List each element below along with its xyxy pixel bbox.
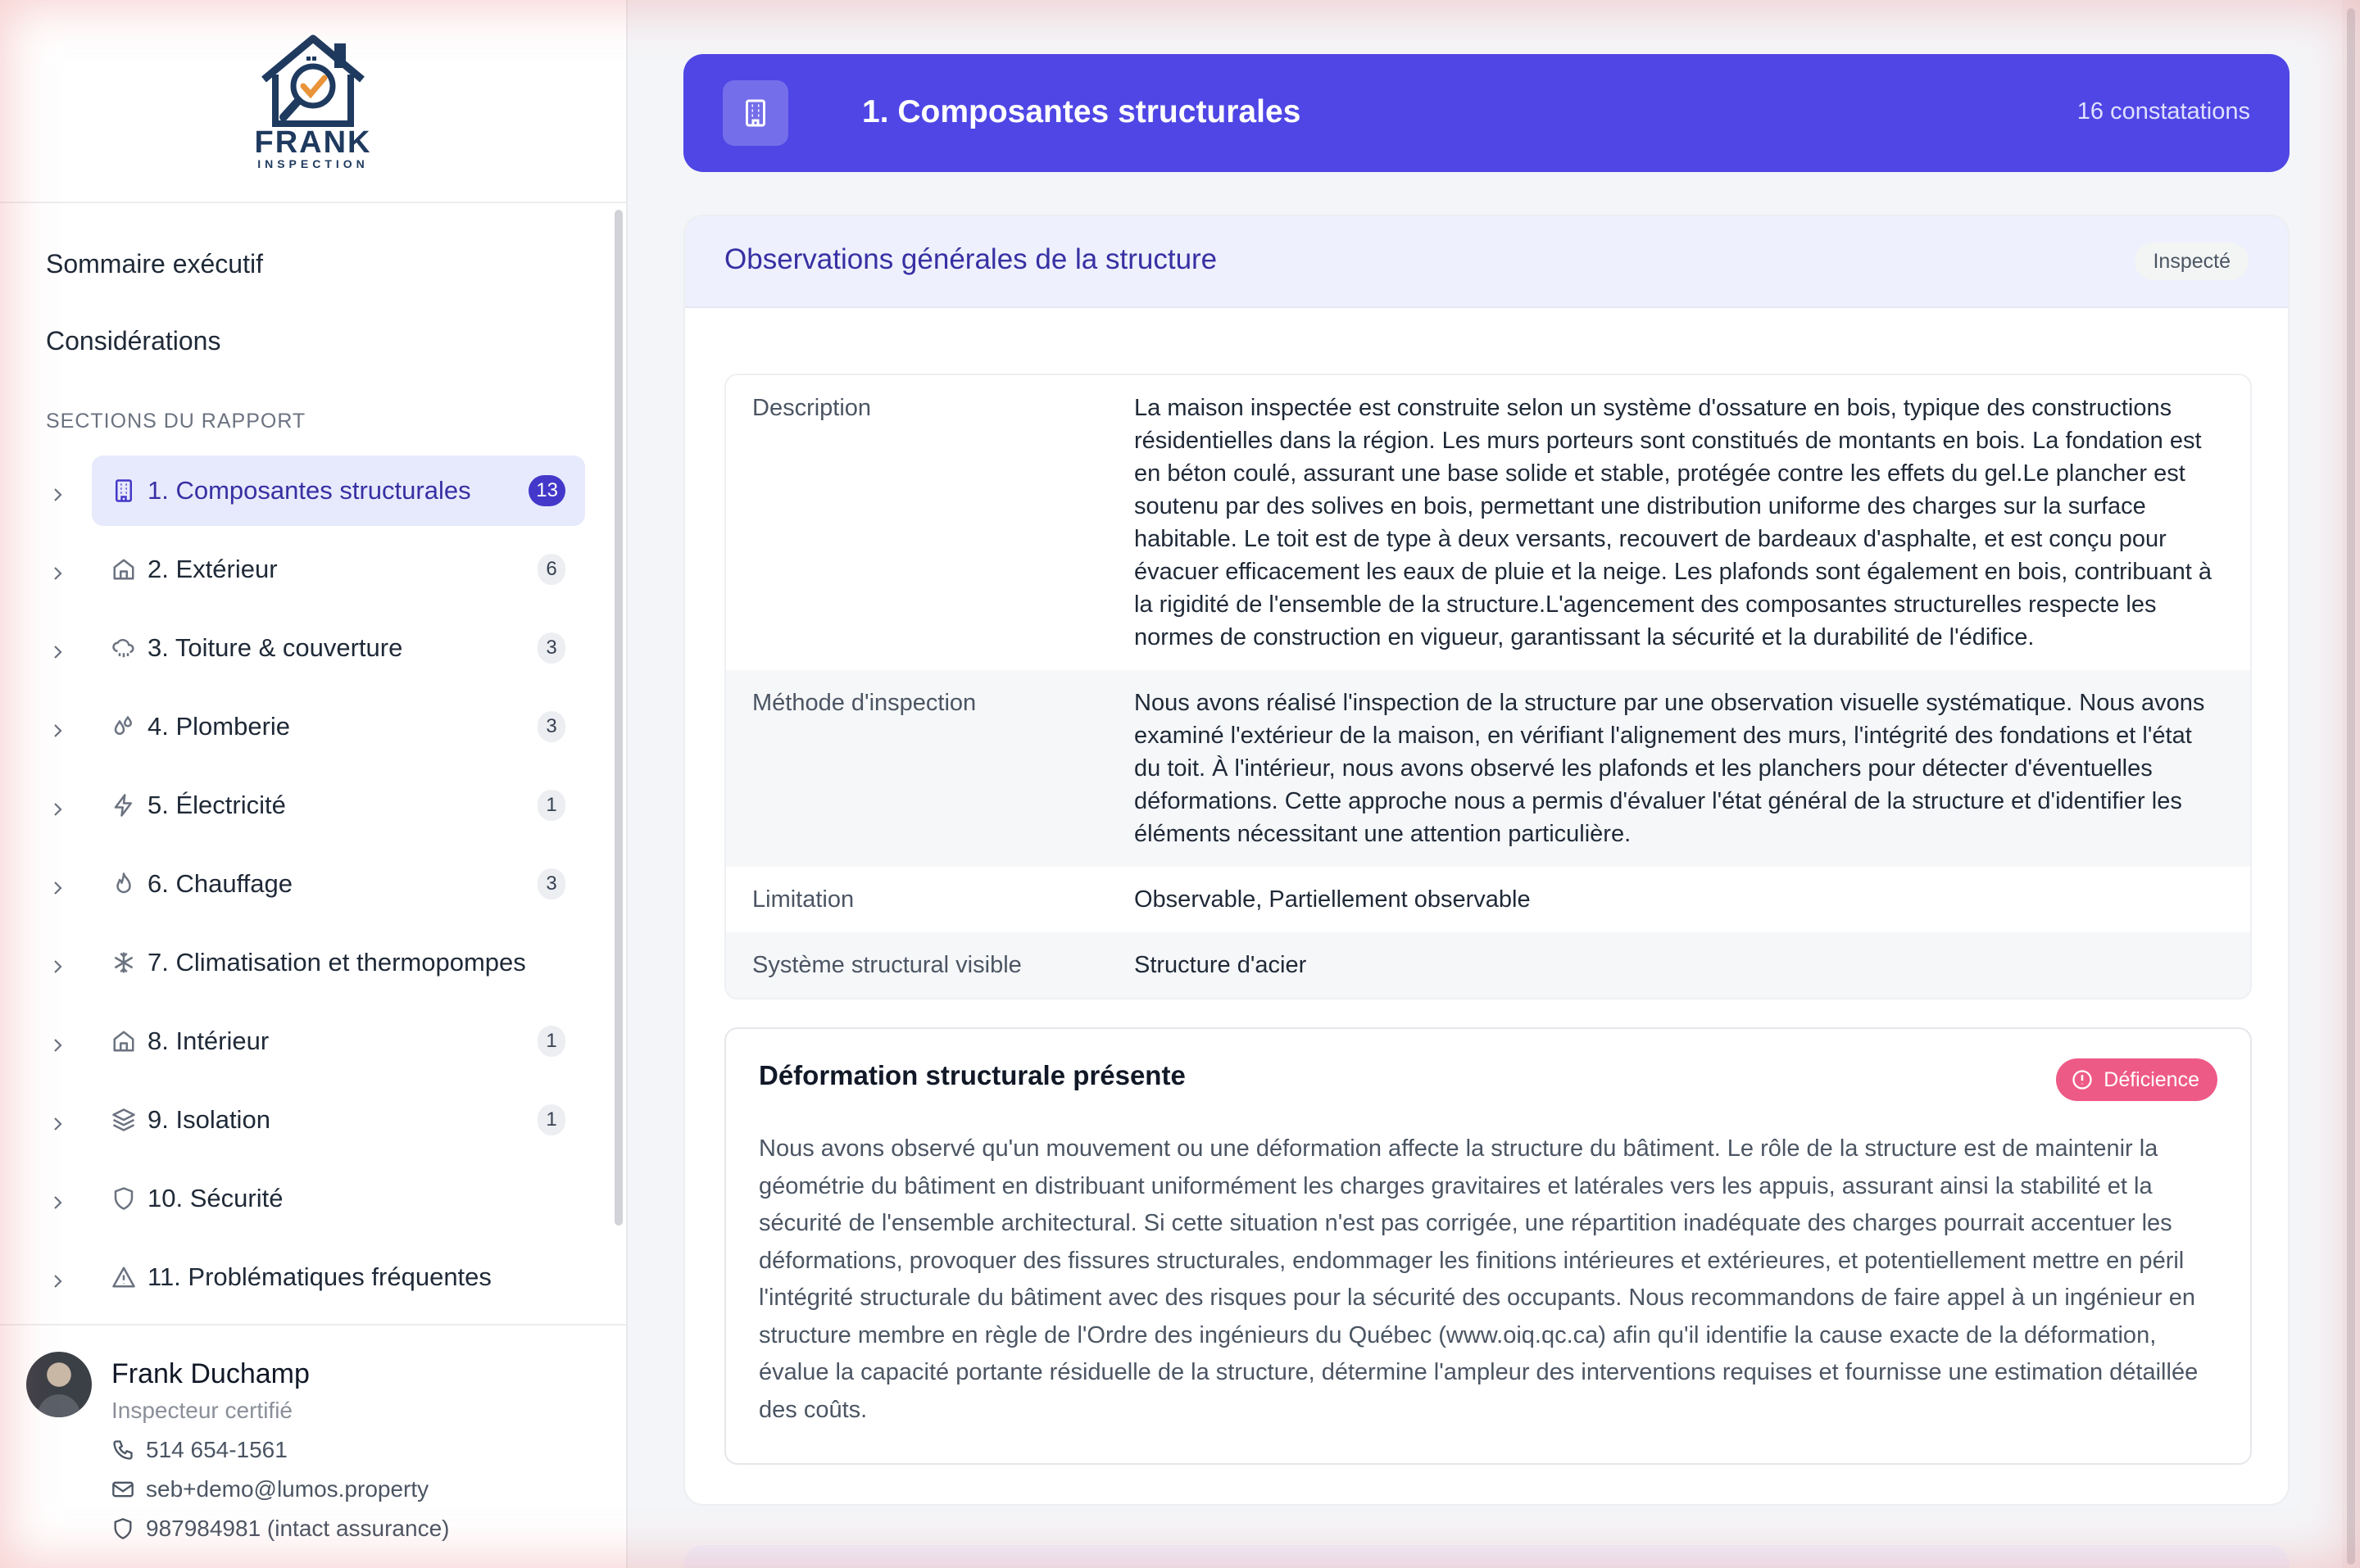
sidebar-item-label: 8. Intérieur (148, 1026, 270, 1055)
brand-logo[interactable] (0, 0, 626, 203)
email-line[interactable] (111, 1476, 429, 1502)
main-content (628, 0, 2360, 1568)
deficiency-card (724, 1027, 2252, 1465)
table-row (726, 867, 2250, 932)
nav-executive-summary[interactable]: Sommaire exécutif (46, 249, 263, 279)
report-sections-list (0, 455, 606, 1321)
sidebar-item-insulation[interactable] (0, 1085, 606, 1163)
deficiency-badge (2056, 1058, 2217, 1101)
card-header (685, 216, 2288, 308)
section-title: SECTIONS DU RAPPORT (46, 410, 306, 433)
findings-count: 16 constatations (2076, 98, 2250, 125)
count-badge: 1 (538, 1026, 565, 1057)
row-label: Méthode d'inspection (752, 690, 977, 716)
chevron-right-icon[interactable] (48, 957, 67, 977)
count-badge: 3 (538, 868, 565, 900)
home-icon (111, 557, 136, 582)
sidebar-item-air-conditioning[interactable] (0, 927, 606, 1006)
phone-line[interactable] (111, 1437, 288, 1463)
mail-icon (111, 1478, 134, 1501)
row-label: Description (752, 395, 872, 421)
zap-icon (111, 793, 136, 818)
layers-icon (111, 1108, 136, 1132)
row-value: Structure d'acier (1134, 952, 1307, 978)
cloud-rain-icon (111, 636, 136, 660)
shield-icon (111, 1186, 136, 1211)
sidebar-item-label: 9. Isolation (148, 1105, 270, 1134)
sidebar-item-security[interactable] (0, 1163, 606, 1242)
section-header (683, 54, 2290, 172)
row-value: Observable, Partiellement observable (1134, 886, 1531, 913)
count-badge: 1 (538, 1104, 565, 1135)
table-row (726, 670, 2250, 867)
avatar (26, 1352, 92, 1417)
sidebar-item-structure[interactable] (0, 455, 606, 534)
alert-circle-icon (2071, 1068, 2094, 1091)
row-label: Limitation (752, 886, 855, 913)
building-icon (741, 98, 770, 128)
section-title: 1. Composantes structurales (862, 94, 1301, 129)
brand-name: FRANK (254, 125, 372, 160)
insurance-number: 987984981 (intact assurance) (146, 1516, 450, 1541)
observations-card (683, 215, 2290, 1506)
chevron-right-icon[interactable] (48, 485, 67, 505)
count-badge: 13 (529, 475, 565, 506)
inspector-role: Inspecteur certifié (111, 1398, 293, 1423)
count-badge: 6 (538, 554, 565, 585)
sidebar-item-exterior[interactable] (0, 534, 606, 613)
row-value: Nous avons réalisé l'inspection de la structure par une observation visuelle systématique. Nous avons examiné l'extérieur de la maison, en vérifiant l'alignement des murs, l'intégrité des fondations et l'état du toit. À l'intérieur, nous avons observé les plafonds et les planchers pour détecter d'éventuelles déformations. Cette approche nous a permis d'évaluer l'état général de la structure et d'identifier les éléments nécessitant une attention particulière. (1134, 690, 2205, 847)
chevron-right-icon[interactable] (48, 564, 67, 583)
snowflake-icon (111, 950, 136, 975)
table-row (726, 932, 2250, 998)
main-scrollbar-thumb[interactable] (2347, 8, 2355, 1565)
droplets-icon (111, 714, 136, 739)
chevron-right-icon[interactable] (48, 1271, 67, 1291)
sidebar-item-label: 5. Électricité (148, 791, 286, 819)
phone-number: 514 654-1561 (146, 1437, 288, 1462)
chevron-right-icon[interactable] (48, 1114, 67, 1134)
row-value: La maison inspectée est construite selon un système d'ossature en bois, typique des constructions résidentielles dans la région. Les murs porteurs sont constitués de montants en bois. La fondation est en béton coulé, assurant une base solide et stable, protégée contre les effets du gel.Le plancher est soutenu par des solives en bois, permettant une distribution uniforme des charges sur la surface habitable. Le toit est de type à deux versants, recouvert de bardeaux d'asphalte, et est conçu pour évacuer efficacement les eaux de pluie et la neige. Les plafonds sont également en bois, contribuant à la rigidité de l'ensemble de la structure.L'agencement des composantes structurelles respecte les normes de construction en vigueur, garantissant la sécurité et la durabilité de l'édifice. (1134, 395, 2212, 650)
table-row (726, 375, 2250, 670)
sidebar-item-label: 11. Problématiques fréquentes (148, 1262, 492, 1291)
count-badge: 3 (538, 632, 565, 664)
sidebar-item-interior[interactable] (0, 1006, 606, 1085)
next-card (683, 1545, 2290, 1568)
nav-considerations[interactable]: Considérations (46, 326, 221, 356)
inspector-profile (0, 1324, 626, 1568)
home-icon (111, 1029, 136, 1054)
house-magnifier-icon (256, 32, 370, 130)
deficiency-text: Nous avons observé qu'un mouvement ou une déformation affecte la structure du bâtiment. Le rôle de la structure est de maintenir la géométrie du bâtiment en distribuant uniformément les charges gravitaires et latérales vers les appuis, assurant ainsi la stabilité et la sécurité de l'ensemble architectural. Si cette situation n'est pas corrigée, une répartition inadéquate des charges pourrait accentuer les déformations, provoquer des fissures structurales, endommager les finitions intérieures et extérieures, et potentiellement mettre en péril l'intégrité structurale du bâtiment avec des risques pour la sécurité des occupants. Nous recommandons de faire appel à un ingénieur en structure membre en règle de l'Ordre des ingénieurs du Québec (www.oiq.qc.ca) afin qu'il identifie la cause exacte de la déformation, évalue la capacité portante résiduelle de la structure, détermine l'ampleur des interventions requises et fournisse une estimation détaillée des coûts. (759, 1135, 2199, 1423)
chevron-right-icon[interactable] (48, 800, 67, 819)
sidebar-scrollbar[interactable] (615, 210, 623, 1226)
chevron-right-icon[interactable] (48, 1036, 67, 1055)
count-badge: 3 (538, 711, 565, 742)
sidebar-item-label: 10. Sécurité (148, 1184, 284, 1212)
status-badge: Inspecté (2135, 242, 2249, 280)
row-label: Système structural visible (752, 952, 1022, 978)
sidebar-item-label: 4. Plomberie (148, 712, 291, 741)
sidebar-item-plumbing[interactable] (0, 691, 606, 770)
building-icon (111, 478, 136, 503)
chevron-right-icon[interactable] (48, 878, 67, 898)
chevron-right-icon[interactable] (48, 1193, 67, 1212)
sidebar-item-label: 6. Chauffage (148, 869, 293, 898)
header-icon-box (723, 80, 788, 146)
card-title: Observations générales de la structure (724, 243, 1218, 275)
sidebar (0, 0, 628, 1568)
sidebar-item-roofing[interactable] (0, 613, 606, 691)
count-badge: 1 (538, 790, 565, 821)
sidebar-item-label: 7. Climatisation et thermopompes (148, 948, 526, 977)
brand-sub: INSPECTION (257, 157, 369, 170)
sidebar-item-frequent-issues[interactable] (0, 1242, 606, 1321)
main-scrollbar-track[interactable] (2342, 0, 2360, 1568)
chevron-right-icon[interactable] (48, 642, 67, 662)
sidebar-item-label: 2. Extérieur (148, 555, 278, 583)
chevron-right-icon[interactable] (48, 721, 67, 741)
deficiency-title: Déformation structurale présente (759, 1060, 1186, 1090)
sidebar-item-electricity[interactable] (0, 770, 606, 849)
sidebar-item-label: 3. Toiture & couverture (148, 633, 403, 662)
deficiency-badge-label: Déficience (2104, 1067, 2199, 1091)
phone-icon (111, 1439, 134, 1462)
insurance-line (111, 1516, 449, 1542)
observations-table (724, 374, 2252, 999)
email-address: seb+demo@lumos.property (146, 1476, 429, 1502)
flame-icon (111, 872, 136, 896)
sidebar-item-heating[interactable] (0, 849, 606, 927)
alert-triangle-icon (111, 1265, 136, 1289)
sidebar-item-label: 1. Composantes structurales (148, 476, 471, 505)
shield-icon (111, 1517, 134, 1540)
inspector-name: Frank Duchamp (111, 1358, 310, 1389)
